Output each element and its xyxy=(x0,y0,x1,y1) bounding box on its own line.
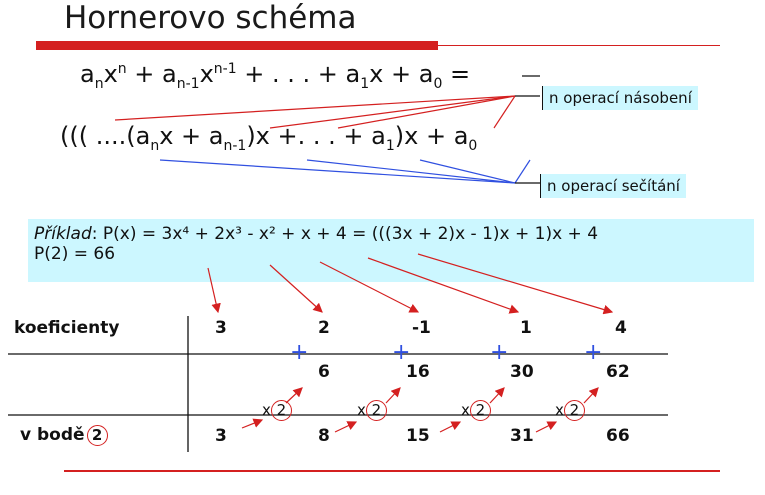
label-multiplications: n operací násobení xyxy=(542,86,698,110)
formula-polynomial: $a_nx^n + a_{n-1}x^{n-1}$ + . . . + $a_1x + a_0$ = xyxy=(80,60,471,92)
product: 30 xyxy=(510,362,534,382)
page-title: Hornerovo schéma xyxy=(64,0,357,36)
multiply-by-point: x 2 xyxy=(555,400,585,421)
plus-sign: + xyxy=(584,340,603,365)
plus-sign: + xyxy=(490,340,509,365)
result: 8 xyxy=(318,426,330,446)
product: 62 xyxy=(606,362,630,382)
coefficient: 3 xyxy=(215,318,227,338)
multiply-by-point: x 2 xyxy=(262,400,292,421)
coefficient: 4 xyxy=(615,318,627,338)
result: 15 xyxy=(406,426,430,446)
plus-sign: + xyxy=(290,340,309,365)
row-label-at-point: v bodě 2 xyxy=(20,425,108,446)
example-line-1: Příklad: P(x) = 3x⁴ + 2x³ - x² + x + 4 = (((3x + 2)x - 1)x + 1)x + 4 xyxy=(34,224,599,244)
coefficient: 2 xyxy=(318,318,330,338)
result: 3 xyxy=(215,426,227,446)
coefficient: -1 xyxy=(412,318,431,338)
footer-line xyxy=(64,470,720,472)
multiply-by-point: x 2 xyxy=(461,400,491,421)
product: 16 xyxy=(406,362,430,382)
example-line-2: P(2) = 66 xyxy=(34,244,116,264)
multiply-by-point: x 2 xyxy=(357,400,387,421)
plus-sign: + xyxy=(392,340,411,365)
coefficient: 1 xyxy=(520,318,532,338)
result: 66 xyxy=(606,426,630,446)
result: 31 xyxy=(510,426,534,446)
point-value: 2 xyxy=(87,425,108,446)
label-additions: n operací sečítání xyxy=(540,174,686,198)
product: 6 xyxy=(318,362,330,382)
formula-horner: ((( $....(a_nx + a_{n-1})x$ +. . . + $a_1)x + a_0$ xyxy=(60,122,478,154)
row-label-coefficients: koeficienty xyxy=(14,318,120,338)
